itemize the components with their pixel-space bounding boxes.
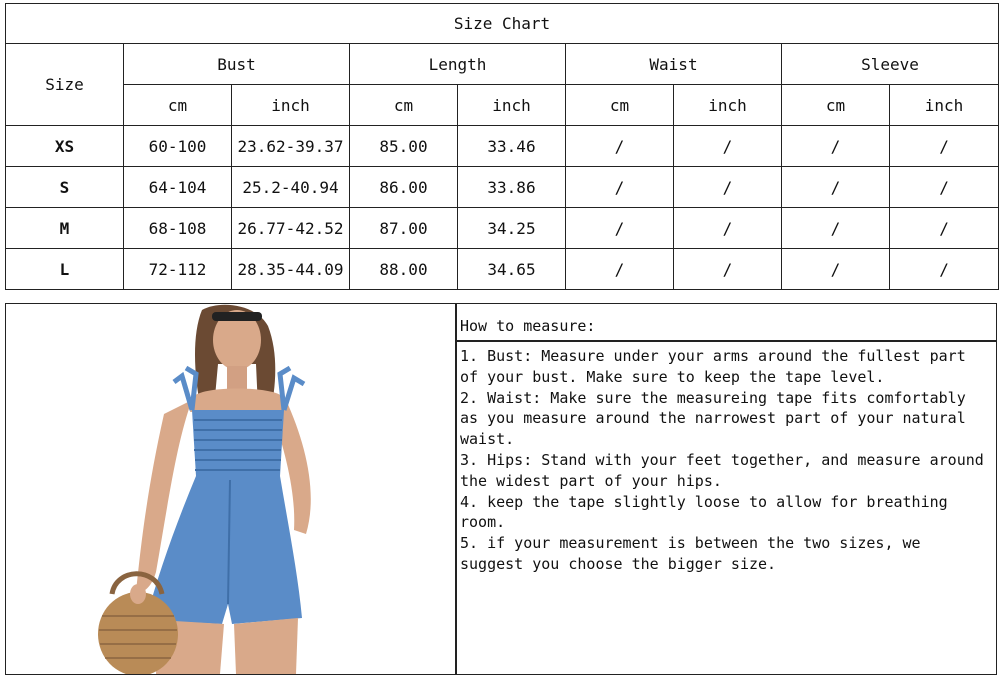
table-cell: 33.86 [458, 167, 566, 208]
product-photo [6, 304, 457, 674]
table-cell: 33.46 [458, 126, 566, 167]
group-header-bust: Bust [124, 44, 350, 85]
table-cell: / [782, 167, 890, 208]
table-cell: 88.00 [350, 249, 458, 290]
size-chart-table [5, 3, 999, 290]
unit-header: inch [674, 85, 782, 126]
list-item: 5. if your measurement is between the two sizes, we suggest you choose the bigger size. [460, 534, 921, 573]
table-cell: 23.62-39.37 [232, 126, 350, 167]
table-row [6, 126, 999, 167]
table-cell: 34.65 [458, 249, 566, 290]
table-cell: / [782, 126, 890, 167]
table-cell: 34.25 [458, 208, 566, 249]
table-cell: / [566, 126, 674, 167]
group-header-sleeve: Sleeve [782, 44, 999, 85]
table-cell: / [782, 208, 890, 249]
table-cell: / [674, 167, 782, 208]
right-strap-tie [280, 368, 304, 410]
size-chart-title: Size Chart [6, 4, 999, 44]
instructions-panel [457, 304, 996, 674]
table-cell: 86.00 [350, 167, 458, 208]
size-column-header: Size [6, 44, 124, 126]
model-neck [227, 366, 247, 392]
table-cell: / [566, 208, 674, 249]
table-row [6, 208, 999, 249]
group-header-length: Length [350, 44, 566, 85]
table-cell: / [566, 167, 674, 208]
measure-guide-panel [5, 303, 997, 675]
size-label: XS [6, 126, 124, 167]
list-item: 2. Waist: Make sure the measureing tape fits comfortably as you measure around the narrowest part of your natural waist. [460, 388, 966, 449]
table-cell: / [566, 249, 674, 290]
model-illustration [6, 304, 455, 674]
model-right-leg [234, 618, 298, 674]
unit-header: inch [890, 85, 999, 126]
list-item: 1. Bust: Measure under your arms around the fullest part of your bust. Make sure to keep the tape level. [460, 347, 966, 386]
table-cell: 60-100 [124, 126, 232, 167]
table-row [6, 167, 999, 208]
table-cell: / [674, 208, 782, 249]
group-header-waist: Waist [566, 44, 782, 85]
size-label: L [6, 249, 124, 290]
table-cell: / [890, 249, 999, 290]
table-cell: 85.00 [350, 126, 458, 167]
model-hand [130, 584, 146, 604]
table-cell: / [890, 208, 999, 249]
unit-header: cm [350, 85, 458, 126]
size-label: M [6, 208, 124, 249]
unit-header: cm [566, 85, 674, 126]
unit-header: inch [232, 85, 350, 126]
unit-header: cm [782, 85, 890, 126]
table-row [6, 249, 999, 290]
table-cell: / [890, 126, 999, 167]
table-cell: 72-112 [124, 249, 232, 290]
straw-bag [98, 592, 178, 674]
unit-header: cm [124, 85, 232, 126]
unit-header: inch [458, 85, 566, 126]
table-cell: / [674, 249, 782, 290]
table-cell: / [674, 126, 782, 167]
size-label: S [6, 167, 124, 208]
how-to-measure-title: How to measure: [457, 304, 996, 342]
table-cell: 87.00 [350, 208, 458, 249]
list-item: 4. keep the tape slightly loose to allow for breathing room. [460, 492, 948, 532]
table-cell: 64-104 [124, 167, 232, 208]
table-cell: 26.77-42.52 [232, 208, 350, 249]
romper-shorts [146, 476, 302, 624]
table-cell: / [890, 167, 999, 208]
table-cell: 28.35-44.09 [232, 249, 350, 290]
table-cell: / [782, 249, 890, 290]
measure-steps-list [460, 346, 992, 575]
table-cell: 25.2-40.94 [232, 167, 350, 208]
list-item: 3. Hips: Stand with your feet together, and measure around the widest part of your hips. [460, 450, 984, 490]
table-cell: 68-108 [124, 208, 232, 249]
sunglasses [212, 312, 262, 321]
